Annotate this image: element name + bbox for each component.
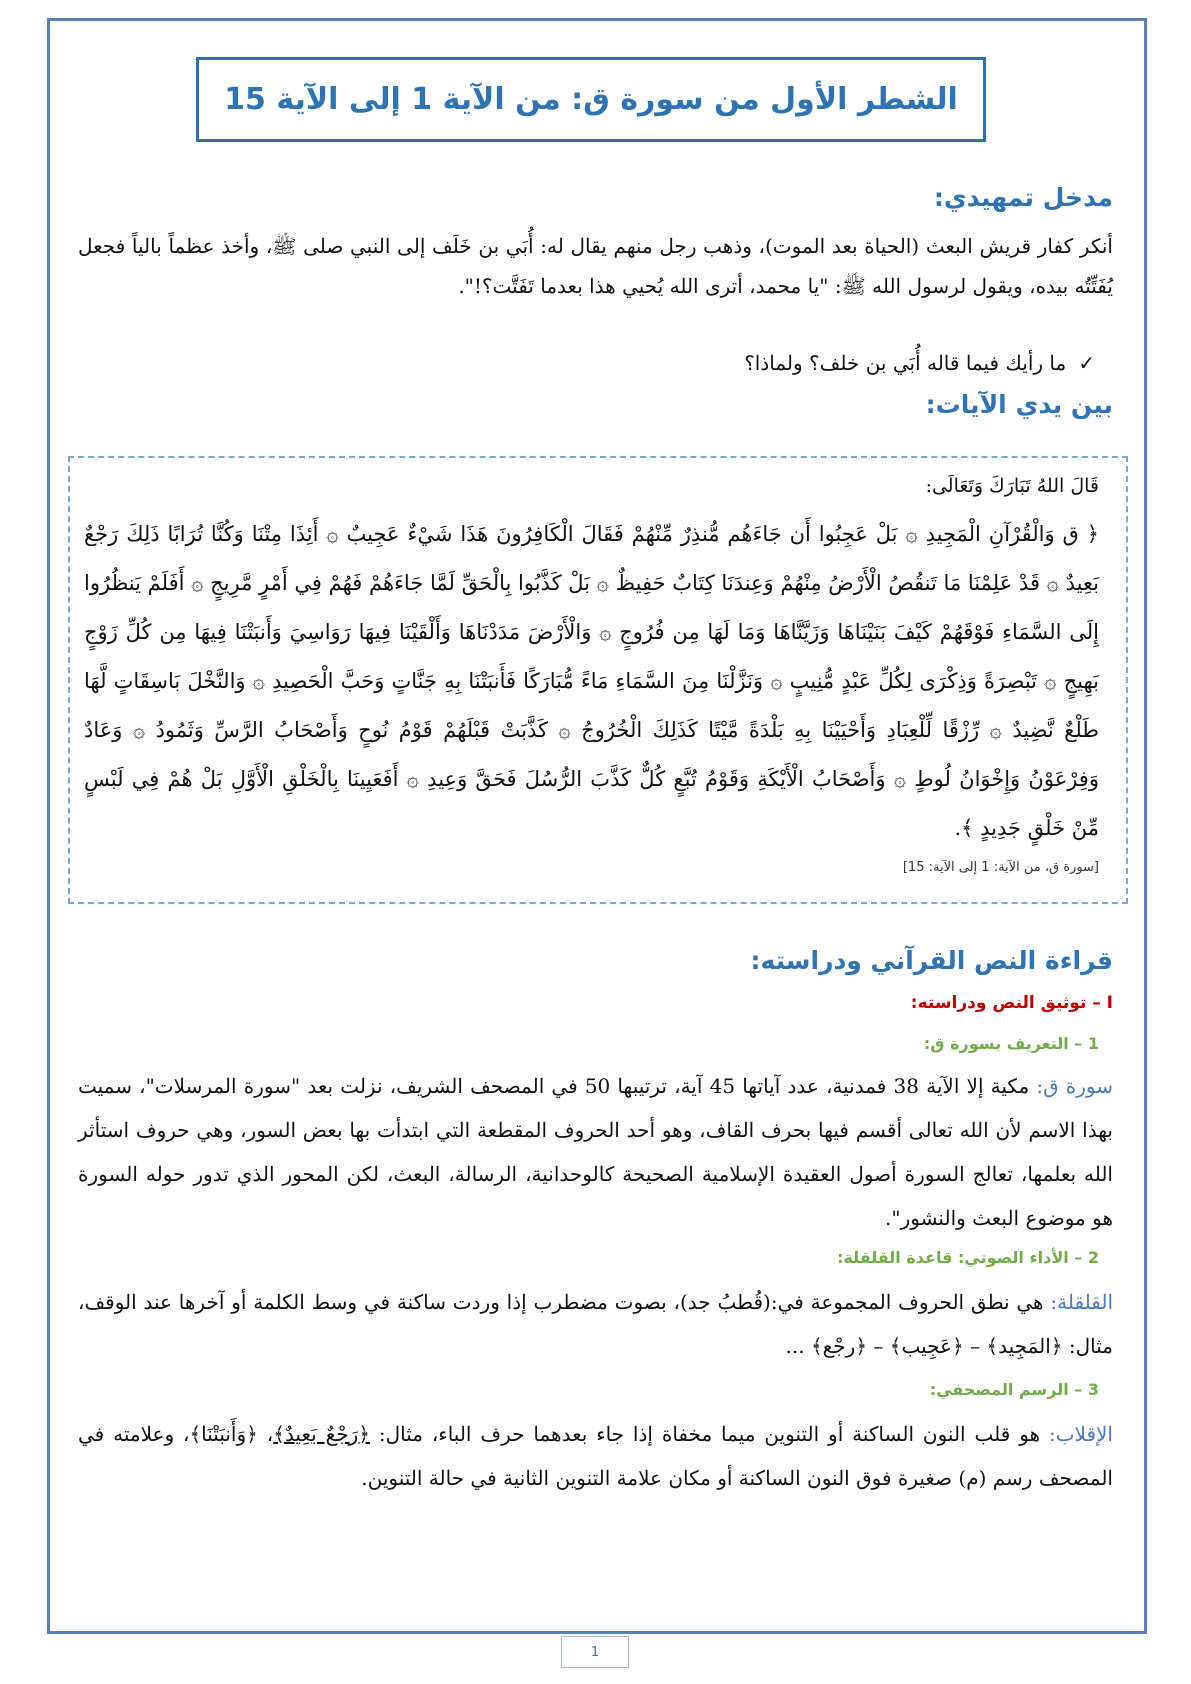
s1-term: سورة ق: bbox=[1036, 1074, 1113, 1098]
page-number: 1 bbox=[561, 1636, 629, 1668]
intro-paragraph: أنكر كفار قريش البعث (الحياة بعد الموت)، وذهب رجل منهم يقال له: أُبَي بن خَلَف إلى النبي صلى ﷺ، وأخذ عظماً بالياً فجعل يُفَتِّتُه بيده، ويقول لرسول الله ﷺ: "يا محمد، أترى الله يُحيي هذا بعدما تَفَتَّت؟!". bbox=[78, 234, 1113, 298]
verses-intro: قَالَ اللهُ تَبَارَكَ وَتَعَالَى: bbox=[925, 475, 1099, 497]
intro-question-line bbox=[744, 343, 1095, 383]
s3-title: 3 – الرسم المصحفي: bbox=[929, 1380, 1099, 1399]
intro-heading: مدخل تمهيدي: bbox=[933, 183, 1113, 212]
s2-title: 2 – الأداء الصوتي: قاعدة القلقلة: bbox=[837, 1248, 1099, 1267]
s1-title: 1 – التعريف بسورة ق: bbox=[923, 1034, 1099, 1053]
check-icon: ✓ bbox=[1078, 351, 1095, 375]
s2-term: القلقلة: bbox=[1050, 1290, 1113, 1314]
reading-heading: قراءة النص القرآني ودراسته: bbox=[750, 946, 1113, 975]
verses-text: ﴿ ق وَالْقُرْآنِ الْمَجِيدِ ۞ بَلْ عَجِبُوا أَن جَاءَهُم مُّنذِرٌ مِّنْهُمْ فَقَالَ الْكَافِرُونَ هَذَا شَيْءٌ عَجِيبٌ ۞ أَئِذَا مِتْنَا وَكُنَّا تُرَابًا ذَلِكَ رَجْعٌ بَعِيدٌ ۞ قَدْ عَلِمْنَا مَا تَنقُصُ الْأَرْضُ مِنْهُمْ وَعِندَنَا كِتَابٌ حَفِيظٌ ۞ بَلْ كَذَّبُوا بِالْحَقِّ لَمَّا جَاءَهُمْ فَهُمْ فِي أَمْرٍ مَّرِيجٍ ۞ أَفَلَمْ يَنظُرُوا إِلَى السَّمَاءِ فَوْقَهُمْ كَيْفَ بَنَيْنَاهَا وَزَيَّنَّاهَا وَمَا لَهَا مِن فُرُوجٍ ۞ وَالْأَرْضَ مَدَدْنَاهَا وَأَلْقَيْنَا فِيهَا رَوَاسِيَ وَأَنبَتْنَا فِيهَا مِن كُلِّ زَوْجٍ بَهِيجٍ ۞ تَبْصِرَةً وَذِكْرَى لِكُلِّ عَبْدٍ مُّنِيبٍ ۞ وَنَزَّلْنَا مِنَ السَّمَاءِ مَاءً مُّبَارَكًا فَأَنبَتْنَا بِهِ جَنَّاتٍ وَحَبَّ الْحَصِيدِ ۞ وَالنَّخْلَ بَاسِقَاتٍ لَّهَا طَلْعٌ نَّضِيدٌ ۞ رِّزْقًا لِّلْعِبَادِ وَأَحْيَيْنَا بِهِ بَلْدَةً مَّيْتًا كَذَلِكَ الْخُرُوجُ ۞ كَذَّبَتْ قَبْلَهُمْ قَوْمُ نُوحٍ وَأَصْحَابُ الرَّسِّ وَثَمُودُ ۞ وَعَادٌ وَفِرْعَوْنُ وَإِخْوَانُ لُوطٍ ۞ وَأَصْحَابُ الْأَيْكَةِ وَقَوْمُ تُبَّعٍ كُلٌّ كَذَّبَ الرُّسُلَ فَحَقَّ وَعِيدِ ۞ أَفَعَيِينَا بِالْخَلْقِ الْأَوَّلِ بَلْ هُمْ فِي لَبْسٍ مِّنْ خَلْقٍ جَدِيدٍ ﴾. bbox=[84, 522, 1099, 840]
part1-title: I – توثيق النص ودراسته: bbox=[910, 993, 1113, 1013]
s3-text: هو قلب النون الساكنة أو التنوين ميما مخفاة إذا جاء بعدهما حرف الباء، مثال: bbox=[369, 1422, 1049, 1446]
s3-paragraph bbox=[78, 1412, 1113, 1500]
title-box bbox=[196, 57, 986, 142]
s2-paragraph bbox=[78, 1280, 1113, 1368]
s3-term: الإقلاب: bbox=[1048, 1422, 1113, 1446]
intro-question: ما رأيك فيما قاله أُبَي بن خلف؟ ولماذا؟ bbox=[744, 351, 1067, 375]
page-title: الشطر الأول من سورة ق: من الآية 1 إلى الآية 15 bbox=[224, 82, 958, 117]
verses-reference: [سورة ق، من الآية: 1 إلى الآية: 15] bbox=[902, 860, 1099, 875]
s3-text2: ، ﴿وَأَنبَتْنَا﴾، وعلامته في المصحف رسم (م) صغيرة فوق النون الساكنة أو مكان علامة التنوين الثانية في حالة التنوين. bbox=[78, 1422, 1113, 1490]
verses-heading: بين يدي الآيات: bbox=[925, 390, 1113, 419]
s1-text: مكية إلا الآية 38 فمدنية، عدد آياتها 45 آية، ترتيبها 50 في المصحف الشريف، نزلت بعد "سورة المرسلات"، سميت بهذا الاسم لأن الله تعالى أقسم فيها بحرف القاف، وهو أحد الحروف المقطعة التي ابتدأت بها بعض السور، وهي حروف استأثر الله بعلمها، تعالج السورة أصول العقيدة الإسلامية الصحيحة كالوحدانية، الرسالة، البعث، لكن المحور الذي تدور حوله السورة هو موضوع البعث والنشور". bbox=[78, 1074, 1113, 1230]
s2-text: هي نطق الحروف المجموعة في:(قُطبُ جد)، بصوت مضطرب إذا وردت ساكنة في وسط الكلمة أو آخرها عند الوقف، مثال: ﴿المَجِيد﴾ – ﴿عَجِيب﴾ – ﴿رجْع﴾ ... bbox=[78, 1290, 1113, 1358]
s3-example: ﴿رَجْعٌ بَعِيدٌ﴾ bbox=[273, 1422, 370, 1446]
s1-paragraph bbox=[78, 1064, 1113, 1240]
